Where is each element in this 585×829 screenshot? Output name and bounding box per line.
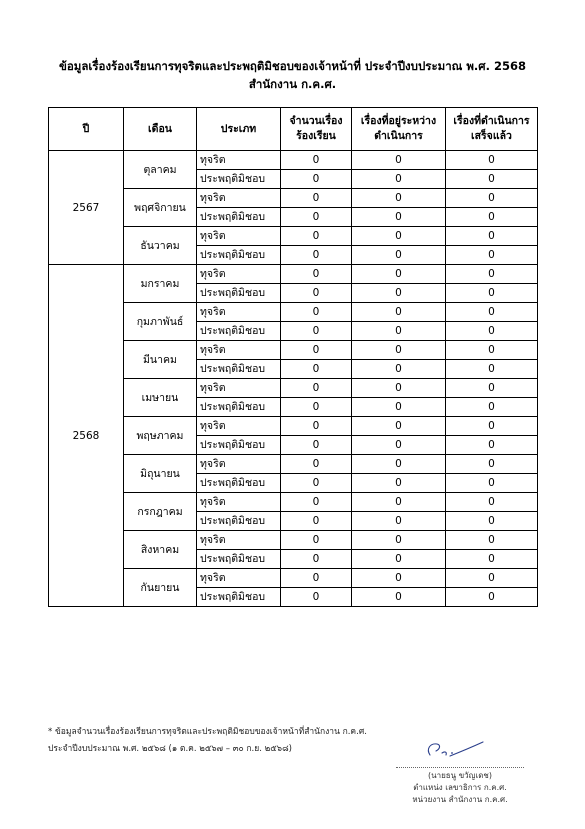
in-progress-count-cell: 0 — [352, 189, 446, 208]
type-cell: ประพฤติมิชอบ — [197, 246, 281, 265]
title-line-2: สำนักงาน ก.ค.ศ. — [248, 77, 337, 91]
month-cell: กรกฎาคม — [124, 493, 197, 531]
in-progress-count-cell: 0 — [352, 265, 446, 284]
complaints-count-cell: 0 — [281, 303, 352, 322]
type-cell: ทุจริต — [197, 379, 281, 398]
complaints-count-cell: 0 — [281, 284, 352, 303]
in-progress-count-cell: 0 — [352, 550, 446, 569]
document-title — [0, 57, 585, 93]
header-in-progress-line2: ดำเนินการ — [374, 130, 423, 142]
month-cell: ตุลาคม — [124, 151, 197, 189]
in-progress-count-cell: 0 — [352, 322, 446, 341]
in-progress-count-cell: 0 — [352, 512, 446, 531]
title-line-1: ข้อมูลเรื่องร้องเรียนการทุจริตและประพฤติมิชอบของเจ้าหน้าที่ ประจำปีงบประมาณ พ.ศ. 2568 — [59, 59, 526, 73]
completed-count-cell: 0 — [446, 588, 538, 607]
in-progress-count-cell: 0 — [352, 588, 446, 607]
table-row — [49, 265, 538, 284]
in-progress-count-cell: 0 — [352, 341, 446, 360]
table-row — [49, 151, 538, 170]
month-cell: มกราคม — [124, 265, 197, 303]
in-progress-count-cell: 0 — [352, 227, 446, 246]
in-progress-count-cell: 0 — [352, 493, 446, 512]
in-progress-count-cell: 0 — [352, 246, 446, 265]
handwritten-signature — [420, 735, 500, 765]
complaints-count-cell: 0 — [281, 474, 352, 493]
complaints-count-cell: 0 — [281, 322, 352, 341]
completed-count-cell: 0 — [446, 189, 538, 208]
complaints-table — [48, 107, 538, 607]
complaints-count-cell: 0 — [281, 417, 352, 436]
completed-count-cell: 0 — [446, 170, 538, 189]
in-progress-count-cell: 0 — [352, 284, 446, 303]
completed-count-cell: 0 — [446, 265, 538, 284]
completed-count-cell: 0 — [446, 322, 538, 341]
signer-position: ตำแหน่ง เลขาธิการ ก.ค.ศ. — [413, 783, 507, 792]
complaints-count-cell: 0 — [281, 189, 352, 208]
in-progress-count-cell: 0 — [352, 474, 446, 493]
completed-count-cell: 0 — [446, 569, 538, 588]
month-cell: ธันวาคม — [124, 227, 197, 265]
type-cell: ทุจริต — [197, 151, 281, 170]
completed-count-cell: 0 — [446, 512, 538, 531]
table-body — [49, 151, 538, 607]
header-in-progress-line1: เรื่องที่อยู่ระหว่าง — [360, 115, 437, 127]
in-progress-count-cell: 0 — [352, 398, 446, 417]
completed-count-cell: 0 — [446, 531, 538, 550]
footnote-line-1: * ข้อมูลจำนวนเรื่องร้องเรียนการทุจริตและประพฤติมิชอบของเจ้าหน้าที่สำนักงาน ก.ค.ศ. — [48, 727, 367, 737]
in-progress-count-cell: 0 — [352, 360, 446, 379]
complaints-count-cell: 0 — [281, 360, 352, 379]
complaints-count-cell: 0 — [281, 341, 352, 360]
complaints-count-cell: 0 — [281, 550, 352, 569]
type-cell: ทุจริต — [197, 189, 281, 208]
complaints-count-cell: 0 — [281, 512, 352, 531]
complaints-count-cell: 0 — [281, 208, 352, 227]
completed-count-cell: 0 — [446, 341, 538, 360]
type-cell: ประพฤติมิชอบ — [197, 208, 281, 227]
year-cell: 2567 — [49, 151, 124, 265]
signer-agency: หน่วยงาน สำนักงาน ก.ค.ศ. — [412, 795, 508, 804]
type-cell: ประพฤติมิชอบ — [197, 474, 281, 493]
complaints-count-cell: 0 — [281, 569, 352, 588]
type-cell: ทุจริต — [197, 531, 281, 550]
completed-count-cell: 0 — [446, 284, 538, 303]
header-complaints — [281, 108, 352, 151]
completed-count-cell: 0 — [446, 436, 538, 455]
completed-count-cell: 0 — [446, 208, 538, 227]
complaints-count-cell: 0 — [281, 588, 352, 607]
header-in-progress — [352, 108, 446, 151]
type-cell: ประพฤติมิชอบ — [197, 588, 281, 607]
signature-block — [390, 735, 530, 806]
complaints-count-cell: 0 — [281, 170, 352, 189]
header-month: เดือน — [124, 108, 197, 151]
completed-count-cell: 0 — [446, 151, 538, 170]
month-cell: เมษายน — [124, 379, 197, 417]
type-cell: ประพฤติมิชอบ — [197, 398, 281, 417]
type-cell: ประพฤติมิชอบ — [197, 360, 281, 379]
type-cell: ทุจริต — [197, 493, 281, 512]
header-completed — [446, 108, 538, 151]
in-progress-count-cell: 0 — [352, 151, 446, 170]
month-cell: สิงหาคม — [124, 531, 197, 569]
header-complaints-line1: จำนวนเรื่อง — [289, 115, 343, 127]
in-progress-count-cell: 0 — [352, 436, 446, 455]
in-progress-count-cell: 0 — [352, 569, 446, 588]
in-progress-count-cell: 0 — [352, 303, 446, 322]
in-progress-count-cell: 0 — [352, 208, 446, 227]
header-year: ปี — [49, 108, 124, 151]
type-cell: ทุจริต — [197, 569, 281, 588]
in-progress-count-cell: 0 — [352, 455, 446, 474]
table-header-row — [49, 108, 538, 151]
completed-count-cell: 0 — [446, 417, 538, 436]
complaints-count-cell: 0 — [281, 265, 352, 284]
year-cell: 2568 — [49, 265, 124, 607]
completed-count-cell: 0 — [446, 493, 538, 512]
completed-count-cell: 0 — [446, 398, 538, 417]
header-type: ประเภท — [197, 108, 281, 151]
type-cell: ทุจริต — [197, 265, 281, 284]
footnote-line-2: ประจำปีงบประมาณ พ.ศ. ๒๕๖๘ (๑ ต.ค. ๒๕๖๗ – ๓๐ ก.ย. ๒๕๖๘) — [48, 744, 292, 754]
type-cell: ทุจริต — [197, 227, 281, 246]
month-cell: กันยายน — [124, 569, 197, 607]
type-cell: ประพฤติมิชอบ — [197, 170, 281, 189]
type-cell: ประพฤติมิชอบ — [197, 550, 281, 569]
complaints-count-cell: 0 — [281, 398, 352, 417]
type-cell: ทุจริต — [197, 303, 281, 322]
complaints-count-cell: 0 — [281, 379, 352, 398]
footnote — [48, 724, 367, 758]
header-completed-line1: เรื่องที่ดำเนินการ — [453, 115, 530, 127]
in-progress-count-cell: 0 — [352, 417, 446, 436]
month-cell: พฤศจิกายน — [124, 189, 197, 227]
completed-count-cell: 0 — [446, 360, 538, 379]
month-cell: กุมภาพันธ์ — [124, 303, 197, 341]
type-cell: ทุจริต — [197, 455, 281, 474]
complaints-count-cell: 0 — [281, 436, 352, 455]
completed-count-cell: 0 — [446, 379, 538, 398]
in-progress-count-cell: 0 — [352, 379, 446, 398]
month-cell: มีนาคม — [124, 341, 197, 379]
signer-name: (นายธนู ขวัญเดช) — [428, 771, 492, 780]
complaints-count-cell: 0 — [281, 246, 352, 265]
complaints-count-cell: 0 — [281, 493, 352, 512]
header-complaints-line2: ร้องเรียน — [296, 130, 336, 142]
type-cell: ประพฤติมิชอบ — [197, 284, 281, 303]
type-cell: ประพฤติมิชอบ — [197, 436, 281, 455]
header-completed-line2: เสร็จแล้ว — [471, 130, 512, 142]
type-cell: ประพฤติมิชอบ — [197, 322, 281, 341]
completed-count-cell: 0 — [446, 455, 538, 474]
complaints-count-cell: 0 — [281, 227, 352, 246]
in-progress-count-cell: 0 — [352, 170, 446, 189]
complaints-count-cell: 0 — [281, 151, 352, 170]
month-cell: พฤษภาคม — [124, 417, 197, 455]
complaints-count-cell: 0 — [281, 531, 352, 550]
signature-dotted-line — [396, 767, 524, 768]
completed-count-cell: 0 — [446, 246, 538, 265]
in-progress-count-cell: 0 — [352, 531, 446, 550]
complaints-count-cell: 0 — [281, 455, 352, 474]
completed-count-cell: 0 — [446, 474, 538, 493]
type-cell: ทุจริต — [197, 341, 281, 360]
completed-count-cell: 0 — [446, 227, 538, 246]
completed-count-cell: 0 — [446, 303, 538, 322]
completed-count-cell: 0 — [446, 550, 538, 569]
type-cell: ทุจริต — [197, 417, 281, 436]
month-cell: มิถุนายน — [124, 455, 197, 493]
type-cell: ประพฤติมิชอบ — [197, 512, 281, 531]
